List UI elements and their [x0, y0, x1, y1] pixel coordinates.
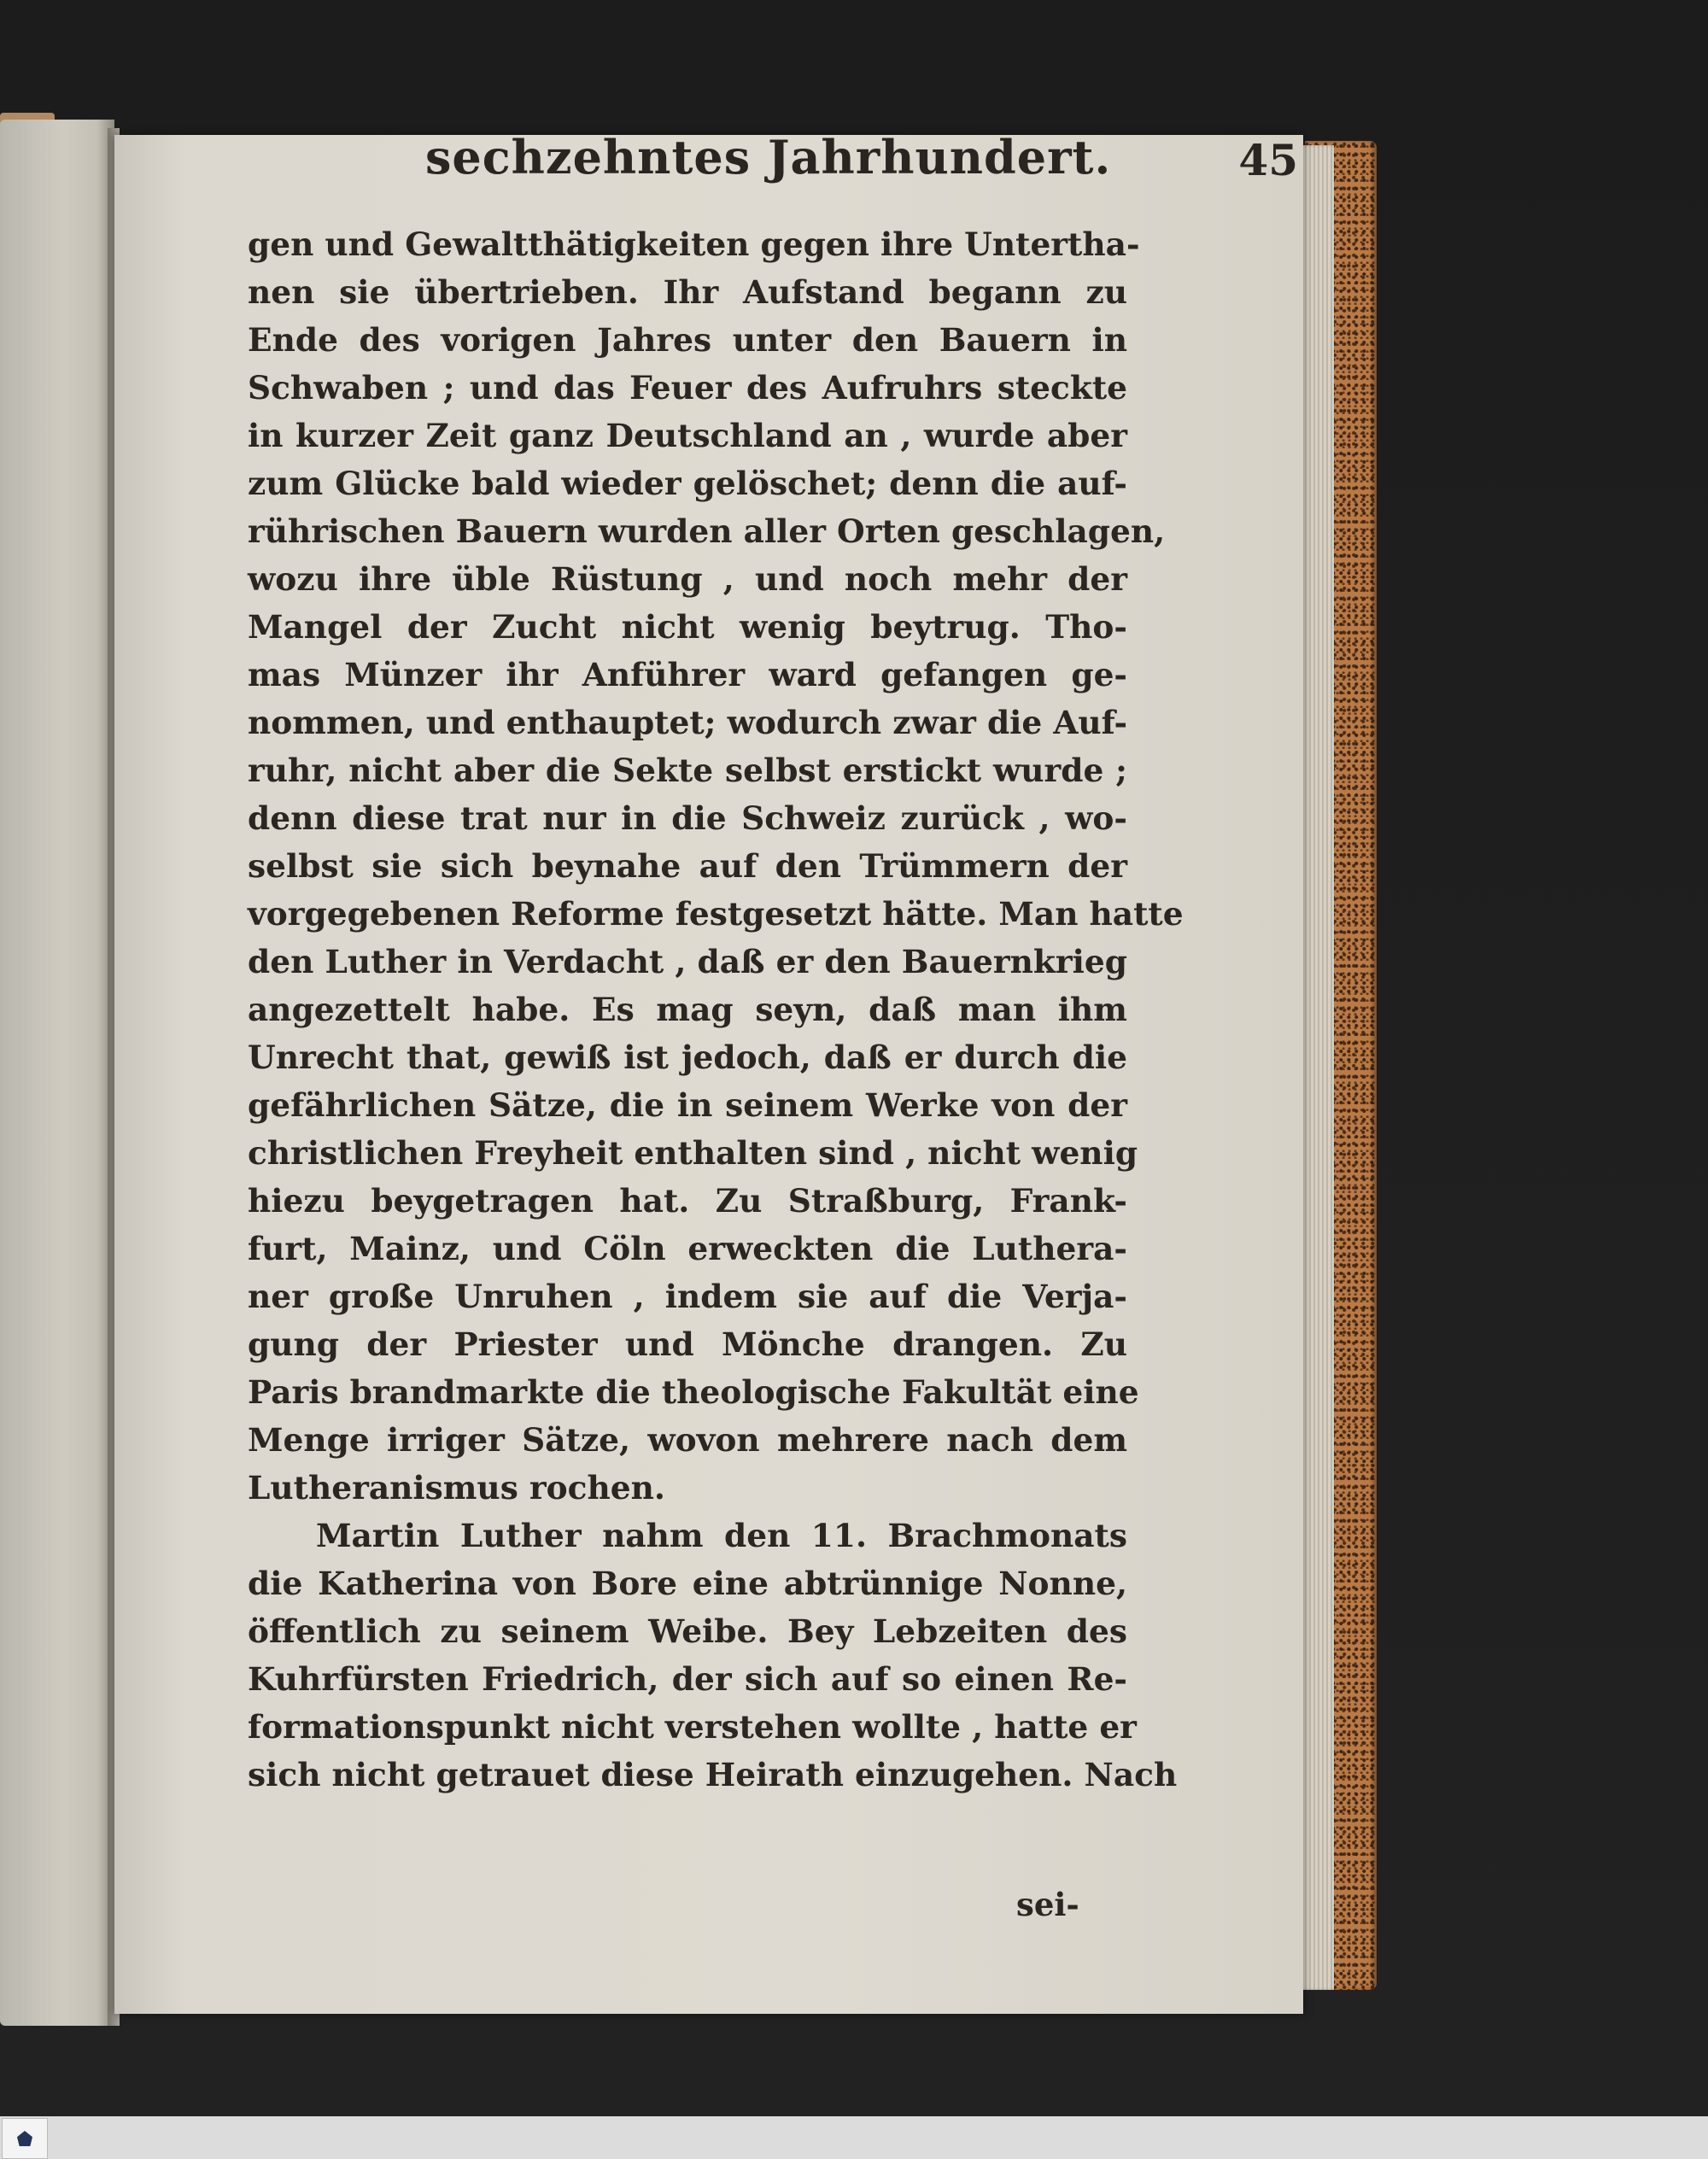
page-number: 45	[1238, 135, 1298, 185]
viewer-footer-bar	[0, 2116, 1708, 2159]
text-line: nommen, und enthauptet; wodurch zwar die Auf-	[248, 704, 1128, 741]
text-line: gefährlichen Sätze, die in seinem Werke von der	[248, 1086, 1127, 1124]
text-line: Lutheranismus rochen.	[248, 1469, 665, 1507]
text-line: zum Glücke bald wieder gelöschet; denn die auf-	[248, 465, 1127, 502]
text-line: hiezu beygetragen hat. Zu Straßburg, Frank-	[248, 1182, 1127, 1220]
text-line: in kurzer Zeit ganz Deutschland an , wurde aber	[248, 417, 1127, 454]
text-line: angezettelt habe. Es mag seyn, daß man ihm	[248, 991, 1127, 1028]
crest-icon	[17, 2131, 32, 2146]
library-logo-icon	[2, 2118, 48, 2159]
page-header	[425, 130, 1298, 198]
text-line: gen und Gewaltthätigkeiten gegen ihre Untertha-	[248, 225, 1140, 263]
text-line: denn diese trat nur in die Schweiz zurück , wo-	[248, 799, 1127, 837]
text-line: sich nicht getrauet diese Heirath einzugehen. Nach	[248, 1756, 1178, 1793]
page-edges	[1298, 145, 1334, 1990]
text-line: Martin Luther nahm den 11. Brachmonats	[316, 1517, 1127, 1554]
text-line: die Katherina von Bore eine abtrünnige Nonne,	[248, 1565, 1127, 1602]
catchword: sei-	[1016, 1886, 1079, 1923]
text-line: selbst sie sich beynahe auf den Trümmern der	[248, 847, 1127, 885]
text-line: Unrecht that, gewiß ist jedoch, daß er durch die	[248, 1039, 1127, 1076]
text-line: Mangel der Zucht nicht wenig beytrug. Tho-	[248, 608, 1127, 646]
text-line: Paris brandmarkte die theologische Fakultät eine	[248, 1373, 1139, 1411]
text-line: den Luther in Verdacht , daß er den Bauernkrieg	[248, 943, 1127, 980]
text-line: Menge irriger Sätze, wovon mehrere nach dem	[248, 1421, 1127, 1459]
text-line: formationspunkt nicht verstehen wollte , hatte er	[248, 1708, 1137, 1746]
text-line: Schwaben ; und das Feuer des Aufruhrs steckte	[248, 369, 1127, 407]
text-line: nen sie übertrieben. Ihr Aufstand begann zu	[248, 273, 1127, 311]
text-line: gung der Priester und Mönche drangen. Zu	[248, 1325, 1127, 1363]
left-facing-page	[0, 120, 114, 2026]
body-text	[248, 220, 1184, 1799]
text-line: wozu ihre üble Rüstung , und noch mehr der	[248, 560, 1127, 598]
text-line: Kuhrfürsten Friedrich, der sich auf so einen Re-	[248, 1660, 1127, 1698]
text-line: rührischen Bauern wurden aller Orten geschlagen,	[248, 512, 1166, 550]
text-line: vorgegebenen Reforme festgesetzt hätte. Man hatte	[248, 895, 1184, 933]
text-line: ner große Unruhen , indem sie auf die Verja-	[248, 1278, 1127, 1315]
text-line: furt, Mainz, und Cöln erweckten die Luthera-	[248, 1230, 1127, 1267]
text-line: ruhr, nicht aber die Sekte selbst erstickt wurde ;	[248, 752, 1127, 789]
running-title: sechzehntes Jahrhundert.	[425, 130, 1112, 184]
text-line: öffentlich zu seinem Weibe. Bey Lebzeiten des	[248, 1612, 1127, 1650]
text-line: mas Münzer ihr Anführer ward gefangen ge-	[248, 656, 1127, 693]
text-line: Ende des vorigen Jahres unter den Bauern in	[248, 321, 1127, 359]
text-line: christlichen Freyheit enthalten sind , nicht wenig	[248, 1134, 1138, 1172]
